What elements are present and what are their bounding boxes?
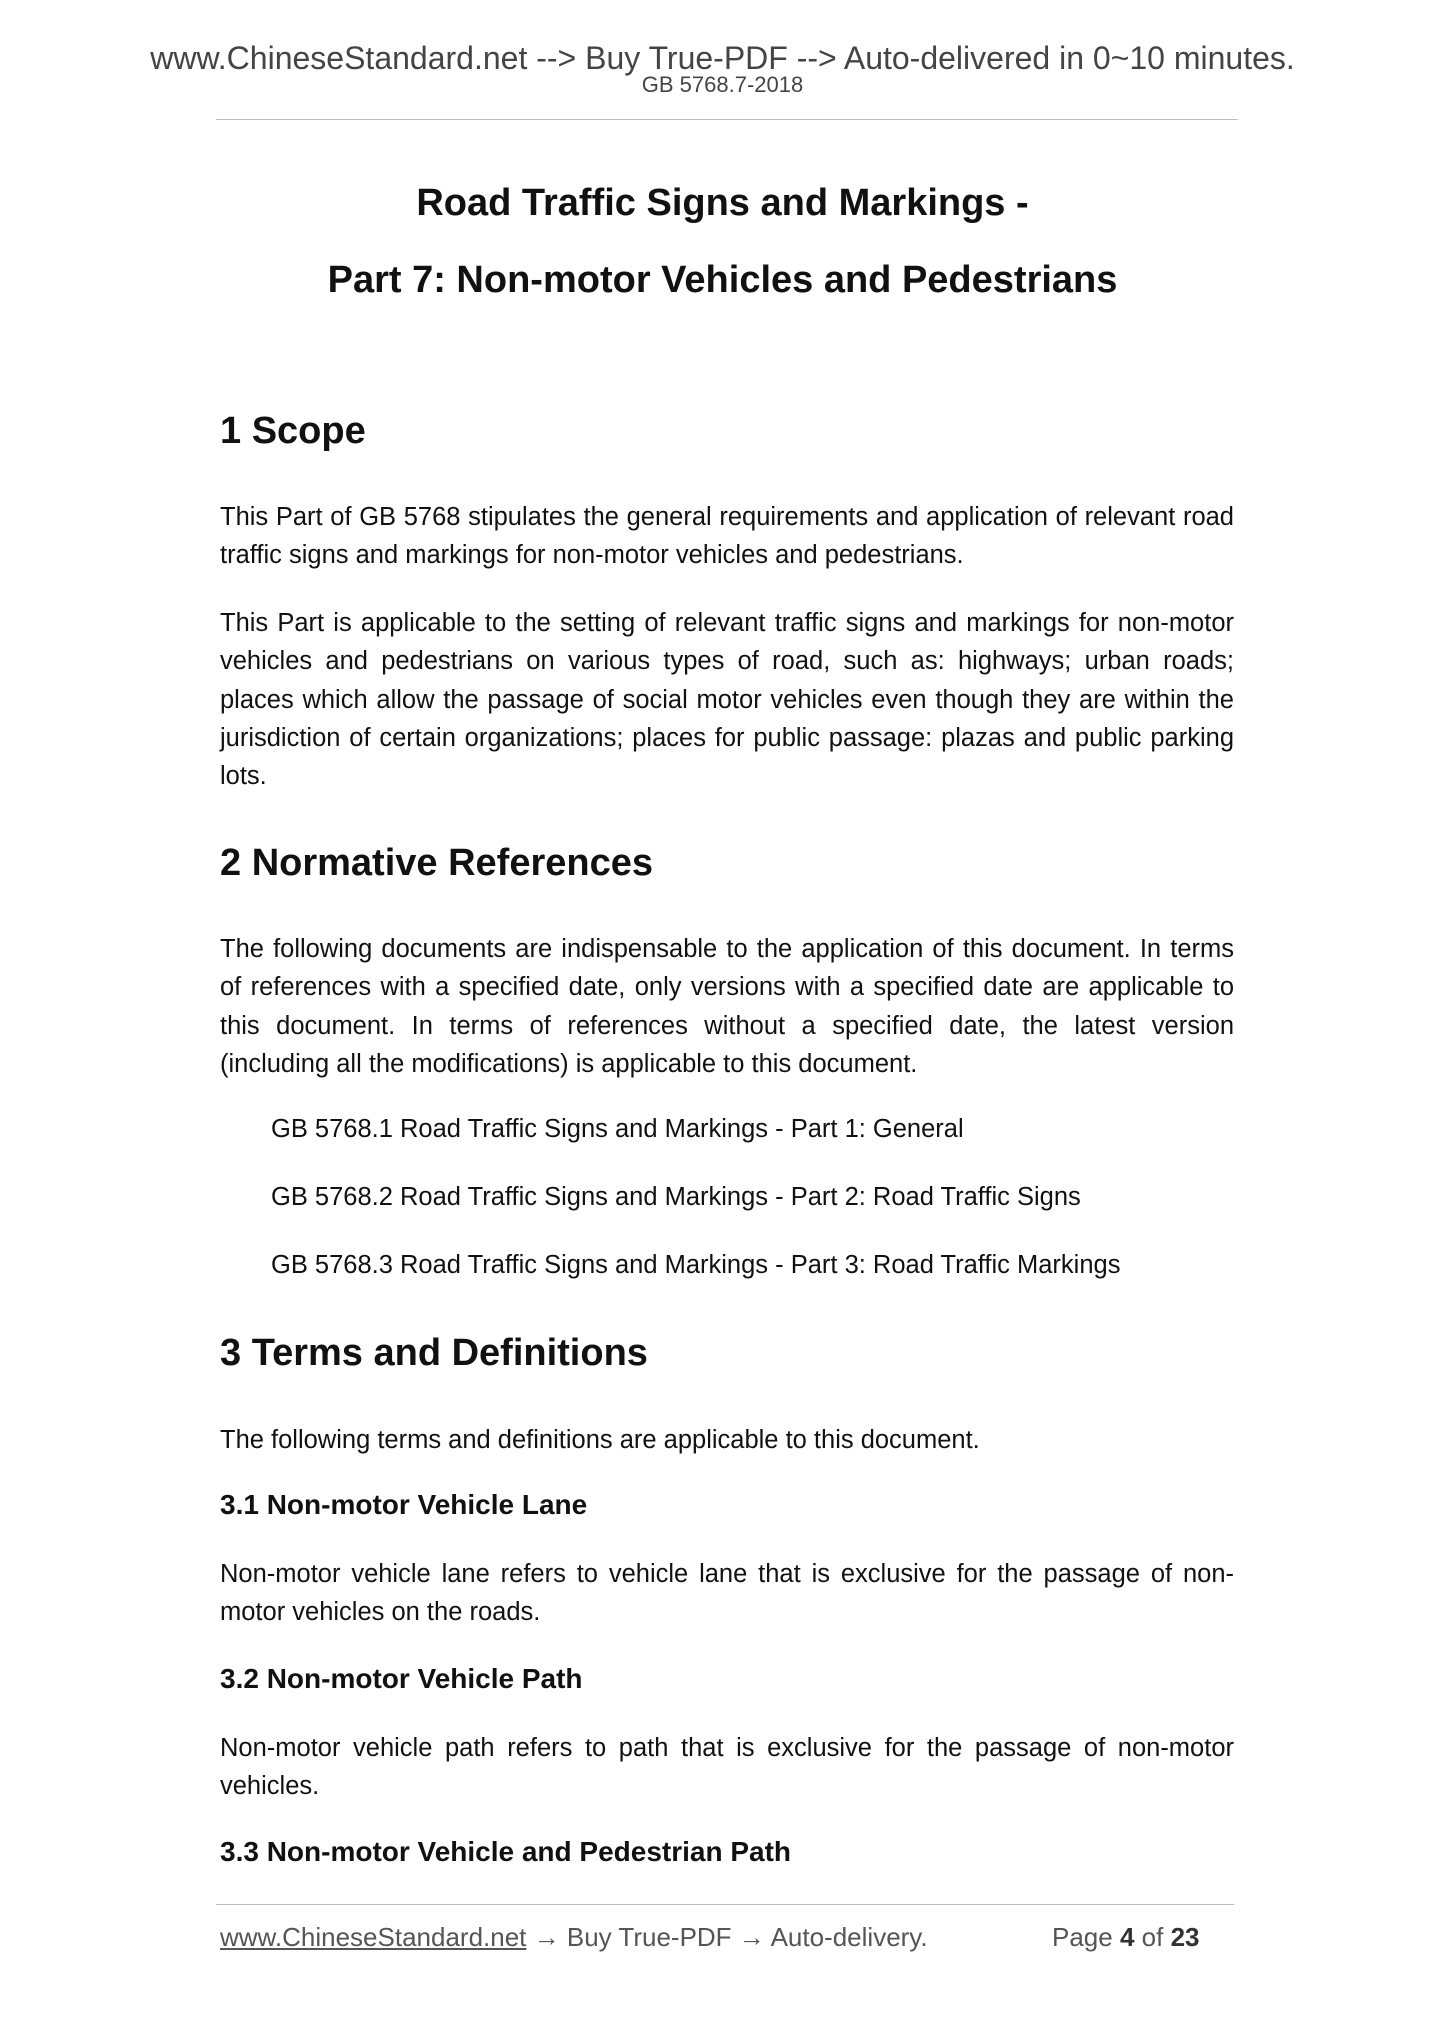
document-title-line1: Road Traffic Signs and Markings - [416, 182, 1029, 224]
page-label: Page [1052, 1922, 1113, 1952]
reference-item: GB 5768.1 Road Traffic Signs and Markings - Part 1: General [271, 1115, 964, 1143]
page-indicator [1052, 1920, 1200, 1954]
term-3-1-heading: 3.1 Non-motor Vehicle Lane [220, 1489, 588, 1520]
document-title-line2: Part 7: Non-motor Vehicles and Pedestrians [327, 259, 1118, 301]
reference-item: GB 5768.2 Road Traffic Signs and Markings - Part 2: Road Traffic Signs [271, 1183, 1081, 1211]
term-3-1-definition: Non-motor vehicle lane refers to vehicle lane that is exclusive for the passage of non-motor vehicles on the roads. [220, 1560, 1234, 1627]
scope-paragraph-2: This Part is applicable to the setting of relevant traffic signs and markings for non-motor vehicles and pedestrians on various types of road, such as: highways; urban roads; places which allow the passage of social motor vehicles even though they are within the jurisdiction of certain organizations; places for public passage: plazas and public parking lots. [220, 609, 1234, 791]
footer-divider [216, 1904, 1234, 1905]
section-heading-normative-references: 2 Normative References [220, 842, 653, 884]
footer-promo [220, 1920, 928, 1954]
footer-site-link[interactable]: www.ChineseStandard.net [220, 1922, 527, 1952]
page-total: 23 [1170, 1922, 1200, 1952]
reference-item: GB 5768.3 Road Traffic Signs and Markings - Part 3: Road Traffic Markings [271, 1251, 1121, 1279]
of-label: of [1141, 1922, 1164, 1952]
normative-paragraph: The following documents are indispensable to the application of this document. In terms of references with a specified date, only versions with a specified date are applicable to this document. In terms of references without a specified date, the latest version (including all the modifications) is applicable to this document. [220, 935, 1234, 1078]
header-banner: www.ChineseStandard.net --> Buy True-PDF --> Auto-delivered in 0~10 minutes. [150, 40, 1295, 76]
section-heading-terms: 3 Terms and Definitions [220, 1332, 648, 1374]
header-divider [216, 119, 1238, 120]
term-3-3-heading: 3.3 Non-motor Vehicle and Pedestrian Path [220, 1836, 792, 1867]
term-3-2-heading: 3.2 Non-motor Vehicle Path [220, 1663, 583, 1694]
page-current: 4 [1119, 1922, 1135, 1952]
terms-intro: The following terms and definitions are applicable to this document. [220, 1426, 980, 1454]
term-3-2-definition: Non-motor vehicle path refers to path that is exclusive for the passage of non-motor vehicles. [220, 1734, 1234, 1801]
standard-code: GB 5768.7-2018 [641, 72, 804, 97]
section-heading-scope: 1 Scope [220, 410, 366, 452]
scope-paragraph-1: This Part of GB 5768 stipulates the general requirements and application of relevant road traffic signs and markings for non-motor vehicles and pedestrians. [220, 503, 1234, 570]
footer-promo-text: → Buy True-PDF → Auto-delivery. [526, 1922, 928, 1952]
